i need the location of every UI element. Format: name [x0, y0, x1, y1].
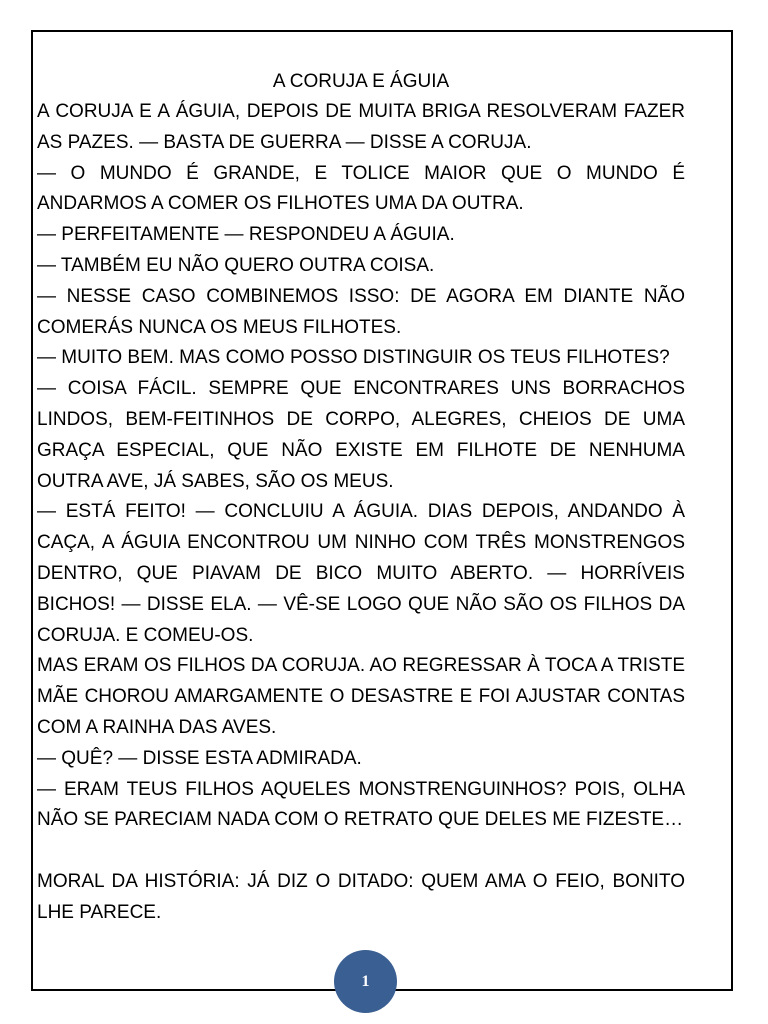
story-title: A CORUJA E ÁGUIA: [272, 71, 450, 92]
story-paragraph: — QUÊ? — DISSE ESTA ADMIRADA.: [37, 747, 362, 769]
story-paragraph: — TAMBÉM EU NÃO QUERO OUTRA COISA.: [37, 254, 435, 276]
story-paragraph: — COISA FÁCIL. SEMPRE QUE ENCONTRARES UNS BORRACHOS LINDOS, BEM-FEITINHOS DE CORPO, ALEGRES, CHEIOS DE UMA GRAÇA ESPECIAL, QUE NÃO EXISTE EM FILHOTE DE NENHUMA OUTRA AVE, JÁ SABES, SÃO OS MEUS.: [37, 378, 685, 492]
story-paragraph: A CORUJA E A ÁGUIA, DEPOIS DE MUITA BRIGA RESOLVERAM FAZER AS PAZES. — BASTA DE GUERRA — DISSE A CORUJA.: [37, 101, 685, 153]
story-paragraph: — MUITO BEM. MAS COMO POSSO DISTINGUIR OS TEUS FILHOTES?: [37, 347, 670, 369]
story-paragraph: MAS ERAM OS FILHOS DA CORUJA. AO REGRESSAR À TOCA A TRISTE MÃE CHOROU AMARGAMENTE O DESASTRE E FOI AJUSTAR CONTAS COM A RAINHA DAS AVES.: [37, 655, 685, 738]
page-number-badge: 1: [334, 950, 397, 1013]
story-paragraph: — NESSE CASO COMBINEMOS ISSO: DE AGORA EM DIANTE NÃO COMERÁS NUNCA OS MEUS FILHOTES.: [37, 285, 685, 338]
story-moral: MORAL DA HISTÓRIA: JÁ DIZ O DITADO: QUEM AMA O FEIO, BONITO LHE PARECE.: [37, 870, 685, 923]
story-paragraph: — ESTÁ FEITO! — CONCLUIU A ÁGUIA. DIAS DEPOIS, ANDANDO À CAÇA, A ÁGUIA ENCONTROU UM NINHO COM TRÊS MONSTRENGOS DENTRO, QUE PIAVAM DE BICO MUITO ABERTO. — HORRÍVEIS BICHOS! — DISSE ELA. — VÊ-SE LOGO QUE NÃO SÃO OS FILHOS DA CORUJA. E COMEU-OS.: [37, 501, 685, 646]
story-paragraph: — PERFEITAMENTE — RESPONDEU A ÁGUIA.: [37, 224, 455, 246]
story-paragraph: — ERAM TEUS FILHOS AQUELES MONSTRENGUINHOS? POIS, OLHA NÃO SE PARECIAM NADA COM O RETRATO QUE DELES ME FIZESTE…: [37, 778, 685, 831]
story-paragraph: — O MUNDO É GRANDE, E TOLICE MAIOR QUE O MUNDO É ANDARMOS A COMER OS FILHOTES UMA DA OUTRA.: [37, 162, 685, 215]
story-body: [37, 97, 685, 929]
